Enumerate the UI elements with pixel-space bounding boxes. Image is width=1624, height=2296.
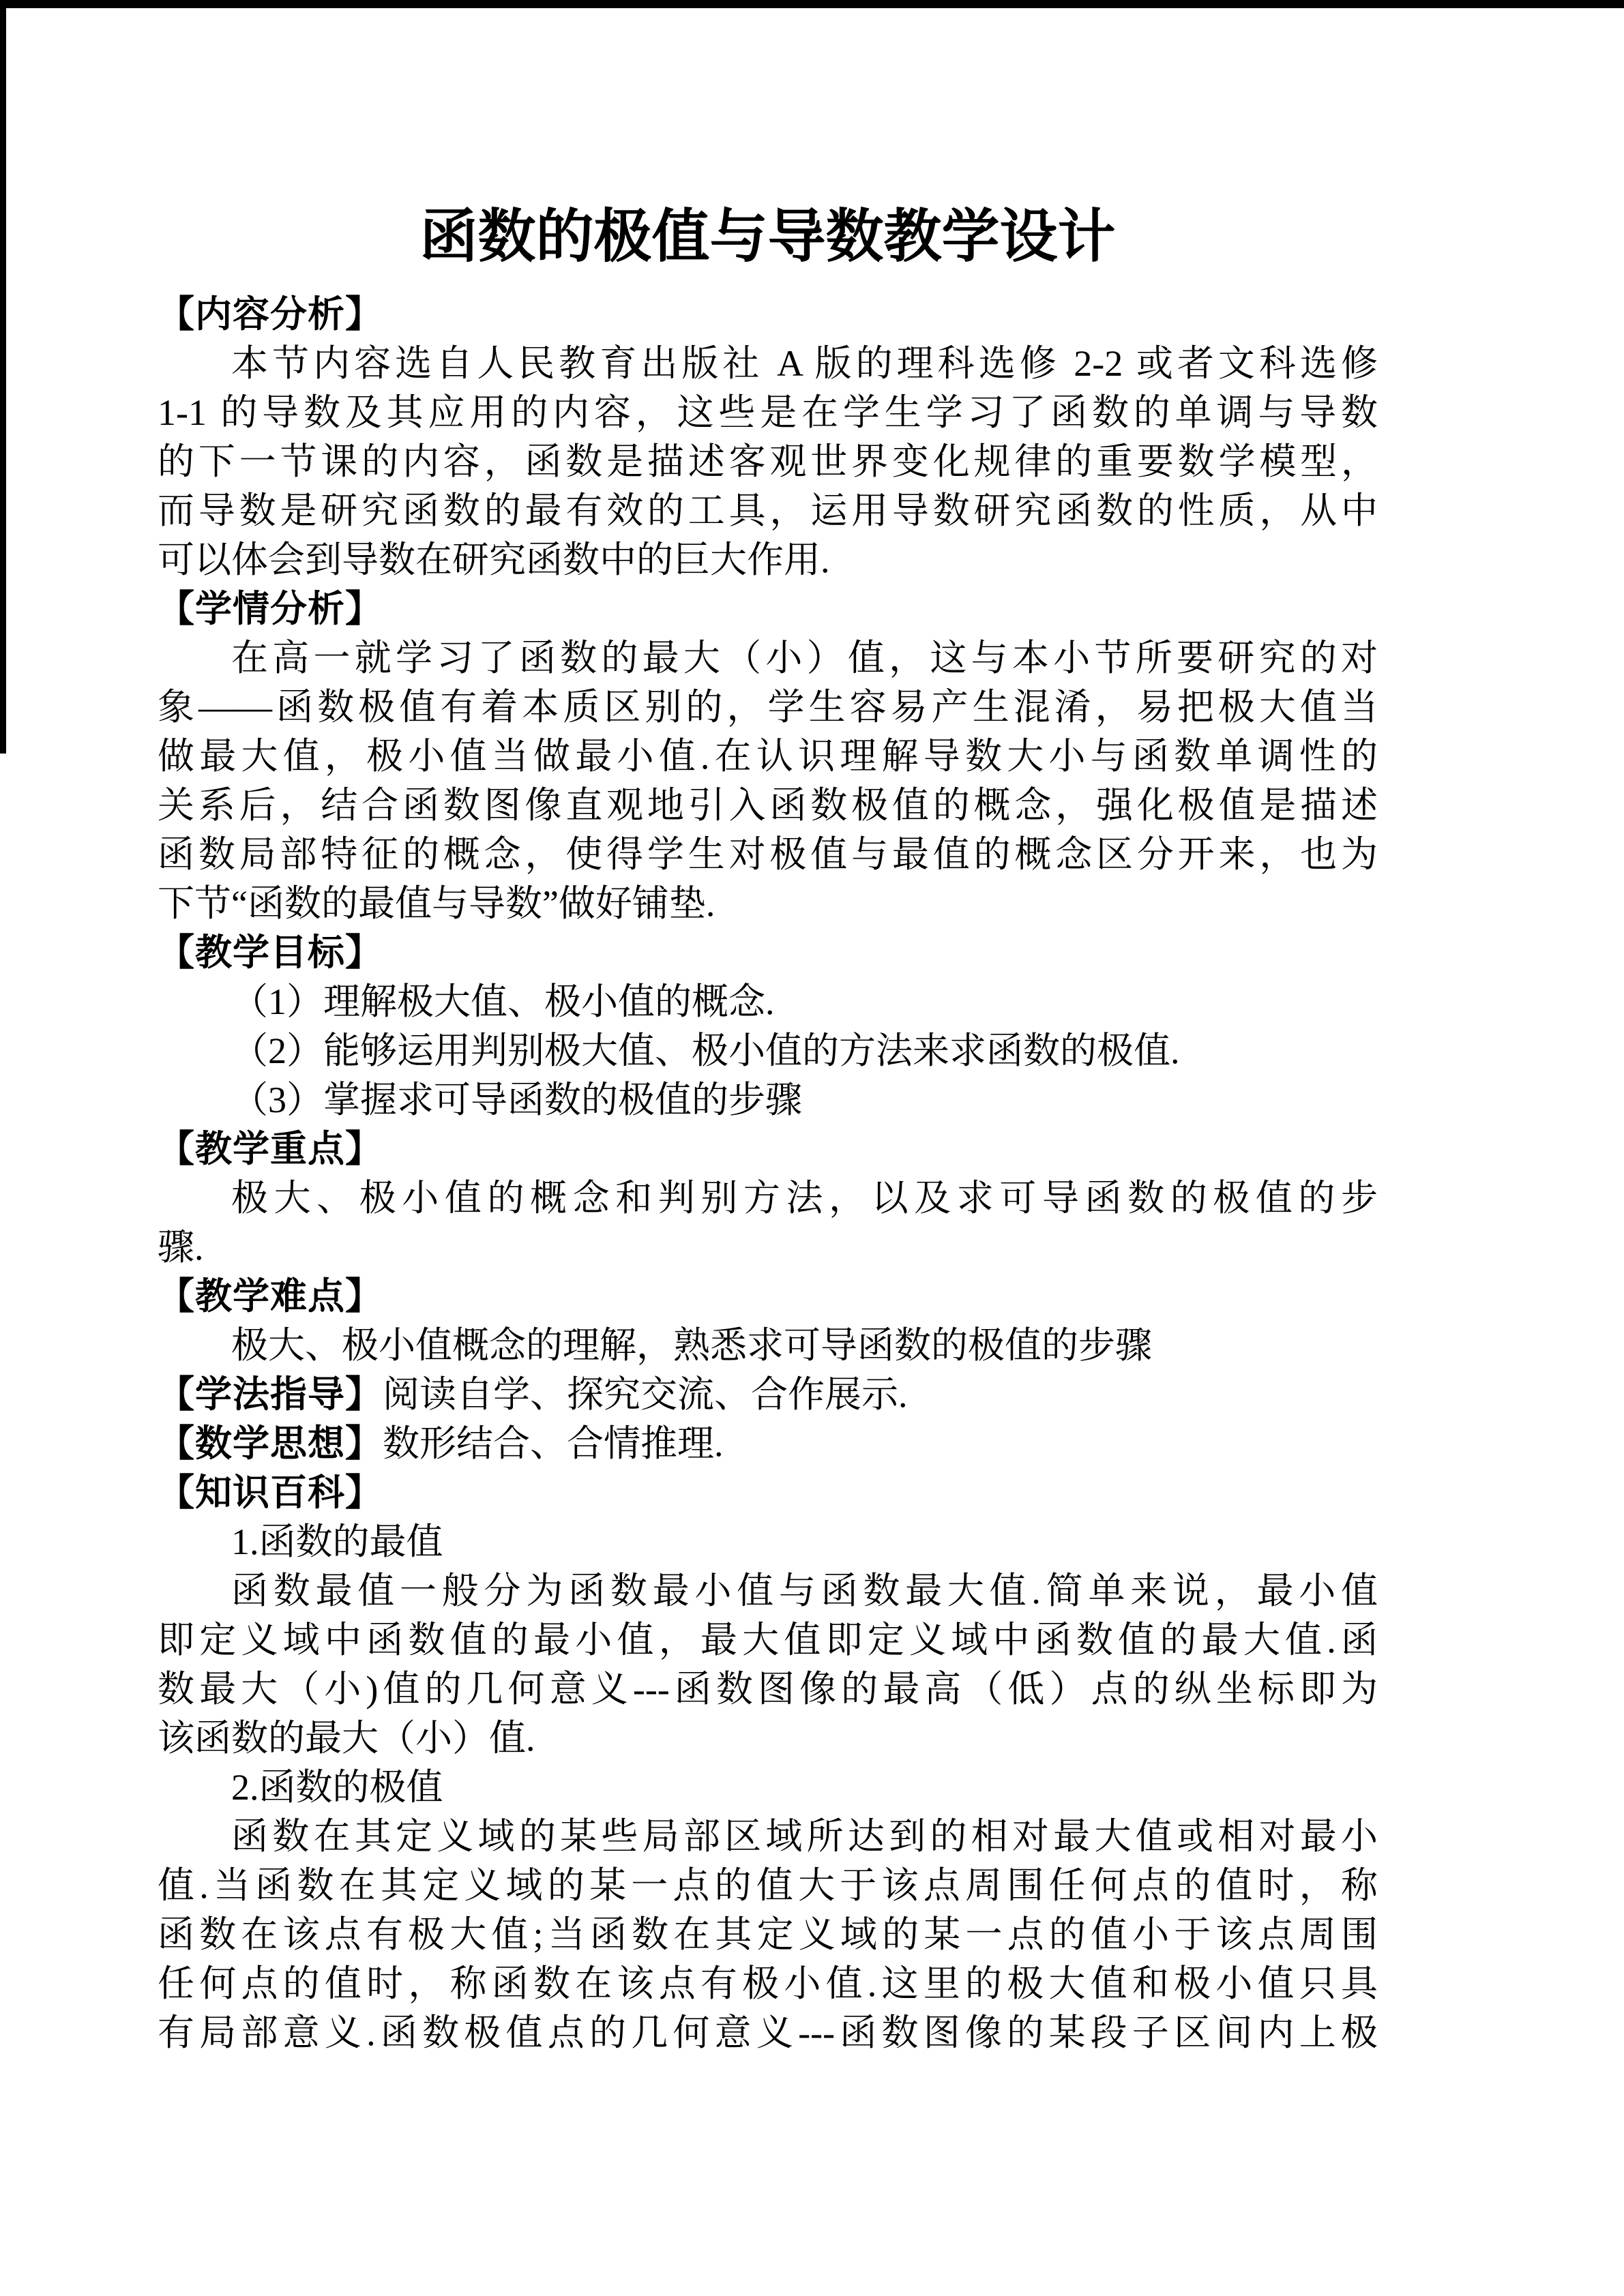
- scan-edge-left: [0, 0, 6, 754]
- text-line: 值.当函数在其定义域的某一点的值大于该点周围任何点的值时，称: [158, 1865, 1378, 1906]
- section-header-teaching-goals: 【教学目标】: [158, 932, 383, 973]
- text-line: 函数局部特征的概念，使得学生对极值与最值的概念区分开来，也为: [158, 834, 1378, 875]
- text-line: 象——函数极值有着本质区别的，学生容易产生混淆，易把极大值当: [158, 687, 1378, 728]
- text-line: 函数在该点有极大值;当函数在其定义域的某一点的值小于该点周围: [158, 1914, 1378, 1955]
- text-line: 极大、极小值概念的理解，熟悉求可导函数的极值的步骤: [231, 1325, 1152, 1366]
- list-item: （2）能够运用判别极大值、极小值的方法来求函数的极值.: [231, 1030, 1180, 1071]
- list-item: （3）掌握求可导函数的极值的步骤: [231, 1079, 802, 1120]
- scan-edge-top: [0, 0, 1624, 8]
- document-title: 函数的极值与导数教学设计: [419, 205, 1116, 269]
- text-line: 函数最值一般分为函数最小值与函数最大值.简单来说，最小值: [231, 1570, 1378, 1611]
- inline-section-label: 【数学思想】: [158, 1423, 383, 1464]
- inline-section-label: 【学法指导】: [158, 1374, 383, 1415]
- section-header-teaching-focus: 【教学重点】: [158, 1129, 383, 1169]
- text-line: 在高一就学习了函数的最大（小）值，这与本小节所要研究的对: [231, 638, 1378, 679]
- text-line: 函数在其定义域的某些局部区域所达到的相对最大值或相对最小: [231, 1816, 1378, 1857]
- text-line: 下节“函数的最值与导数”做好铺垫.: [158, 883, 715, 924]
- inline-section-text: 阅读自学、探究交流、合作展示.: [383, 1374, 908, 1415]
- subsection-title: 1.函数的最值: [231, 1521, 443, 1562]
- text-line: 关系后，结合函数图像直观地引入函数极值的概念，强化极值是描述: [158, 785, 1378, 826]
- labeled-line-study-method: [158, 1370, 1378, 1419]
- text-line: 可以体会到导数在研究函数中的巨大作用.: [158, 539, 830, 580]
- text-line: 做最大值，极小值当做最小值.在认识理解导数大小与函数单调性的: [158, 736, 1378, 777]
- section-header-learner-analysis: 【学情分析】: [158, 588, 383, 629]
- document-body: [158, 0, 1378, 2057]
- labeled-line-math-thought: [158, 1419, 1378, 1468]
- section-header-teaching-difficulty: 【教学难点】: [158, 1276, 383, 1317]
- section-header-knowledge-wiki: 【知识百科】: [158, 1472, 383, 1513]
- text-line: 本节内容选自人民教育出版社 A 版的理科选修 2-2 或者文科选修: [231, 343, 1378, 384]
- text-line: 1-1 的导数及其应用的内容，这些是在学生学习了函数的单调与导数: [158, 392, 1378, 433]
- text-line: 有局部意义.函数极值点的几何意义---函数图像的某段子区间内上极: [158, 2012, 1378, 2053]
- text-line: 骤.: [158, 1227, 204, 1268]
- text-line: 任何点的值时，称函数在该点有极小值.这里的极大值和极小值只具: [158, 1963, 1378, 2004]
- text-line: 数最大（小)值的几何意义---函数图像的最高（低）点的纵坐标即为: [158, 1669, 1378, 1710]
- inline-section-text: 数形结合、合情推理.: [383, 1423, 724, 1464]
- text-line: 而导数是研究函数的最有效的工具，运用导数研究函数的性质，从中: [158, 490, 1378, 531]
- text-line: 该函数的最大（小）值.: [158, 1718, 535, 1759]
- text-line: 即定义域中函数值的最小值，最大值即定义域中函数值的最大值.函: [158, 1620, 1378, 1660]
- text-line: 的下一节课的内容，函数是描述客观世界变化规律的重要数学模型，: [158, 441, 1378, 482]
- list-item: （1）理解极大值、极小值的概念.: [231, 981, 775, 1022]
- subsection-title: 2.函数的极值: [231, 1767, 443, 1808]
- text-line: 极大、极小值的概念和判别方法，以及求可导函数的极值的步: [231, 1178, 1378, 1219]
- section-header-content-analysis: 【内容分析】: [158, 294, 383, 335]
